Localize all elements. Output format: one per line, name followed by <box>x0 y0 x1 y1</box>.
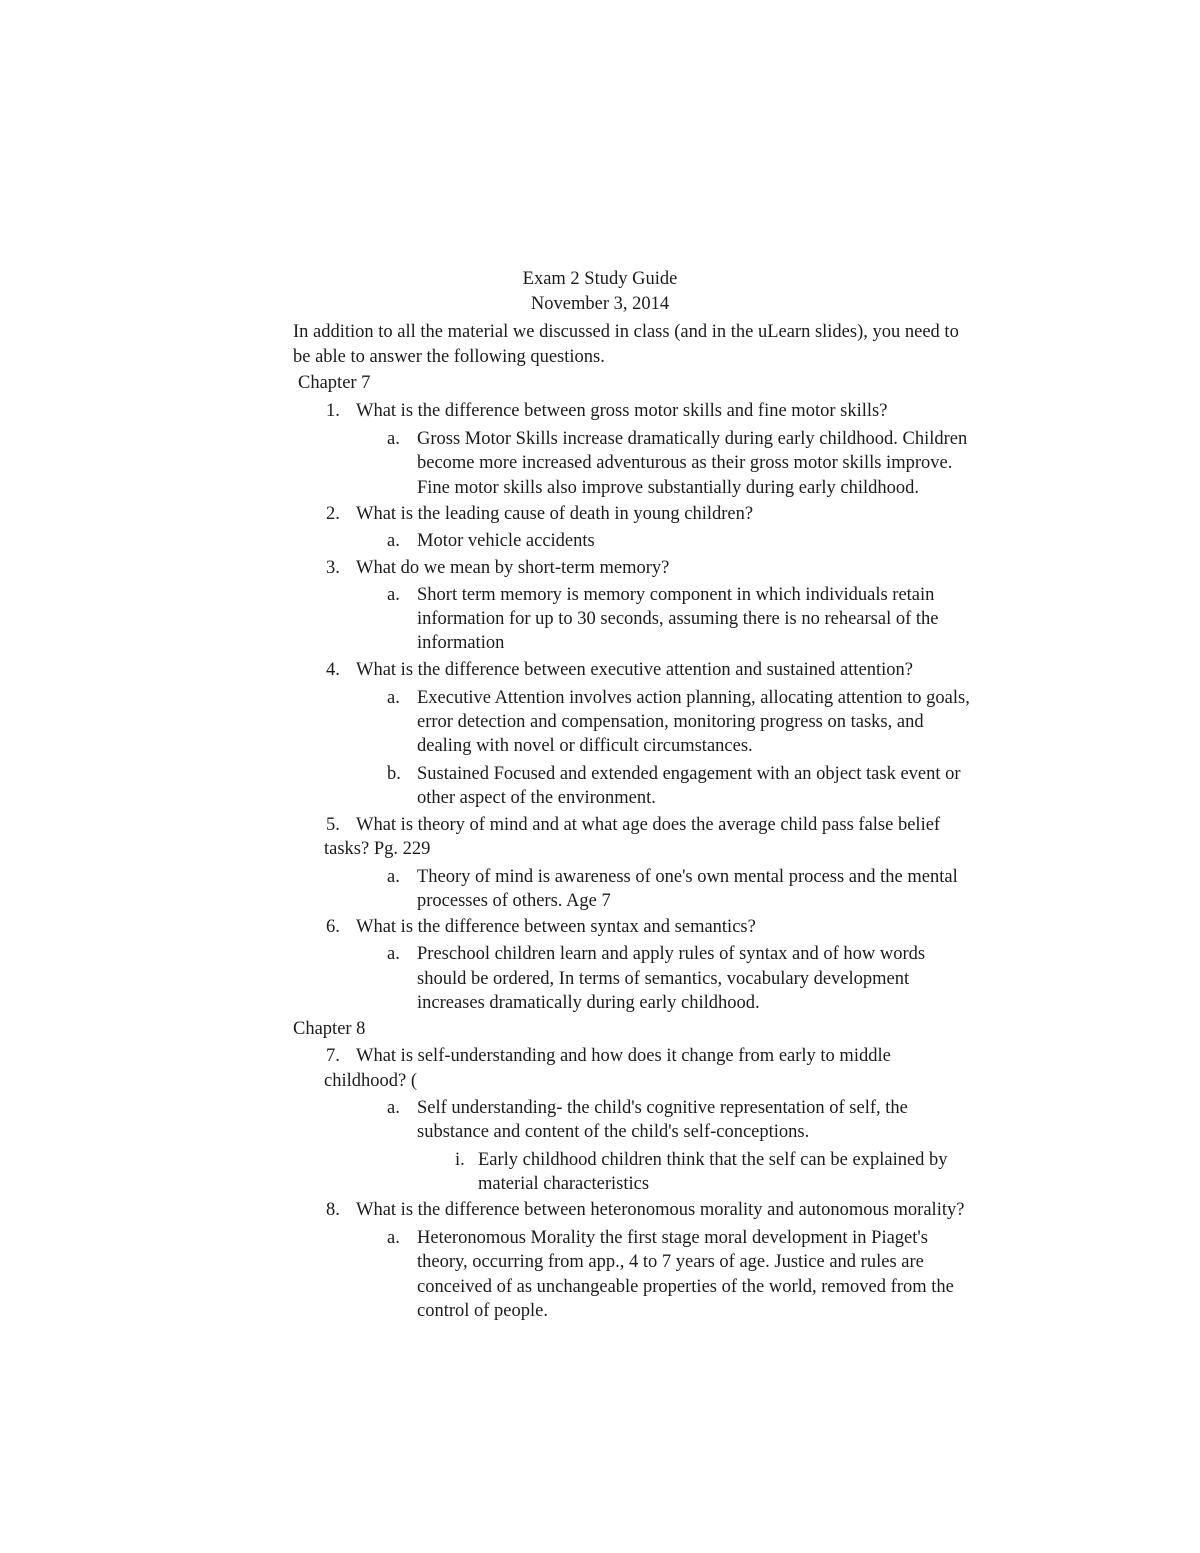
answer-4a-marker: a. <box>387 688 400 708</box>
question-8-text: What is the difference between heteronomous morality and autonomous morality? <box>356 1200 965 1220</box>
question-5-text-line-2: tasks? Pg. 229 <box>324 839 431 859</box>
question-6-text: What is the difference between syntax and semantics? <box>356 917 756 937</box>
question-8-number: 8. <box>326 1200 340 1220</box>
answer-6a-line-3: increases dramatically during early childhood. <box>417 993 760 1013</box>
question-4-number: 4. <box>326 660 340 680</box>
answer-3a-line-2: information for up to 30 seconds, assuming there is no rehearsal of the <box>417 609 939 629</box>
answer-5a-line-1: Theory of mind is awareness of one's own mental process and the mental <box>417 867 958 887</box>
question-3-text: What do we mean by short-term memory? <box>356 558 670 578</box>
answer-6a-line-2: should be ordered, In terms of semantics, vocabulary development <box>417 969 910 989</box>
answer-3a-line-3: information <box>417 633 505 653</box>
answer-7a-line-2: substance and content of the child's self-conceptions. <box>417 1122 810 1142</box>
intro-line-1: In addition to all the material we discussed in class (and in the uLearn slides), you need to <box>293 322 959 342</box>
answer-8a-line-4: control of people. <box>417 1301 548 1321</box>
answer-8a-line-3: conceived of as unchangeable properties of the world, removed from the <box>417 1277 954 1297</box>
answer-7a-line-1: Self understanding- the child's cognitive representation of self, the <box>417 1098 908 1118</box>
question-5-number: 5. <box>326 815 340 835</box>
answer-6a-line-1: Preschool children learn and apply rules of syntax and of how words <box>417 944 926 964</box>
answer-4a-line-3: dealing with novel or difficult circumstances. <box>417 736 753 756</box>
answer-1a-line-3: Fine motor skills also improve substantially during early childhood. <box>417 478 920 498</box>
answer-1a-line-2: become more increased adventurous as their gross motor skills improve. <box>417 453 953 473</box>
answer-3a-line-1: Short term memory is memory component in which individuals retain <box>417 585 935 605</box>
question-7-text-line-2: childhood? ( <box>324 1071 417 1091</box>
intro-line-2: be able to answer the following questions. <box>293 347 605 367</box>
answer-5a-line-2: processes of others. Age 7 <box>417 891 611 911</box>
document-date: November 3, 2014 <box>530 294 670 314</box>
answer-5a-marker: a. <box>387 867 400 887</box>
answer-4b-line-2: other aspect of the environment. <box>417 788 656 808</box>
answer-7a-i-line-2: material characteristics <box>478 1174 650 1194</box>
question-1-number: 1. <box>326 401 340 421</box>
answer-4b-marker: b. <box>387 764 401 784</box>
question-2-text: What is the leading cause of death in young children? <box>356 504 754 524</box>
document-title: Exam 2 Study Guide <box>522 269 678 289</box>
answer-7a-i-line-1: Early childhood children think that the self can be explained by <box>478 1150 948 1170</box>
answer-1a-line-1: Gross Motor Skills increase dramatically during early childhood. Children <box>417 429 968 449</box>
question-5-text-line-1: What is theory of mind and at what age does the average child pass false belief <box>356 815 941 835</box>
question-2-number: 2. <box>326 504 340 524</box>
question-4-text: What is the difference between executive attention and sustained attention? <box>356 660 914 680</box>
answer-6a-marker: a. <box>387 944 400 964</box>
answer-3a-marker: a. <box>387 585 400 605</box>
answer-1a-marker: a. <box>387 429 400 449</box>
answer-7a-marker: a. <box>387 1098 400 1118</box>
question-7-number: 7. <box>326 1046 340 1066</box>
answer-2a-marker: a. <box>387 531 400 551</box>
question-1-text: What is the difference between gross motor skills and fine motor skills? <box>356 401 888 421</box>
chapter-7-heading: Chapter 7 <box>298 373 371 393</box>
chapter-8-heading: Chapter 8 <box>293 1019 366 1039</box>
answer-8a-line-1: Heteronomous Morality the first stage moral development in Piaget's <box>417 1228 928 1248</box>
question-6-number: 6. <box>326 917 340 937</box>
answer-8a-marker: a. <box>387 1228 400 1248</box>
question-7-text-line-1: What is self-understanding and how does it change from early to middle <box>356 1046 891 1066</box>
answer-2a-line-1: Motor vehicle accidents <box>417 531 595 551</box>
answer-4b-line-1: Sustained Focused and extended engagement with an object task event or <box>417 764 961 784</box>
answer-7a-i-marker: i. <box>455 1150 465 1170</box>
answer-8a-line-2: theory, occurring from app., 4 to 7 years of age. Justice and rules are <box>417 1252 924 1272</box>
answer-4a-line-1: Executive Attention involves action planning, allocating attention to goals, <box>417 688 970 708</box>
question-3-number: 3. <box>326 558 340 578</box>
answer-4a-line-2: error detection and compensation, monitoring progress on tasks, and <box>417 712 924 732</box>
